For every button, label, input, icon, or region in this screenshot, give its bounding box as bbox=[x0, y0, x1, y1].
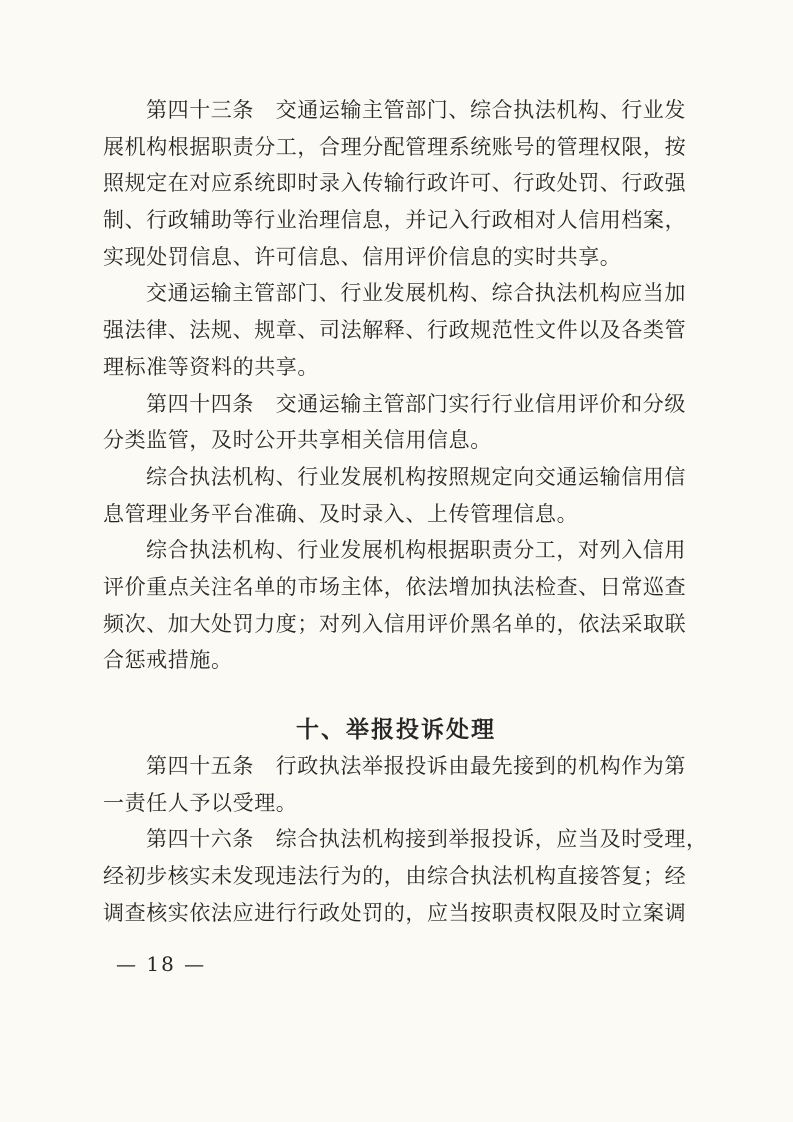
paragraph bbox=[103, 748, 693, 821]
text-line: 息管理业务平台准确、及时录入、上传管理信息。 bbox=[103, 501, 579, 526]
document-body bbox=[103, 92, 708, 931]
text-line: 合惩戒措施。 bbox=[103, 648, 233, 673]
paragraph bbox=[103, 275, 693, 385]
text-line: 第四十六条 综合执法机构接到举报投诉，应当及时受理， bbox=[146, 827, 708, 852]
text-line: 照规定在对应系统即时录入传输行政许可、行政处罚、行政强 bbox=[103, 171, 687, 196]
text-line: 展机构根据职责分工，合理分配管理系统账号的管理权限，按 bbox=[103, 134, 687, 159]
text-line: 交通运输主管部门、行业发展机构、综合执法机构应当加 bbox=[146, 281, 686, 306]
paragraph bbox=[103, 532, 693, 679]
paragraph bbox=[103, 386, 693, 459]
section-complaint-handling bbox=[103, 748, 708, 931]
paragraph bbox=[103, 459, 693, 532]
text-line: 理标准等资料的共享。 bbox=[103, 354, 319, 379]
section-heading: 十、举报投诉处理 bbox=[296, 717, 496, 743]
text-line: 频次、加大处罚力度；对列入信用评价黑名单的，依法采取联 bbox=[103, 611, 687, 636]
text-line: 强法律、法规、规章、司法解释、行政规范性文件以及各类管 bbox=[103, 318, 687, 343]
text-line: 制、行政辅助等行业治理信息，并记入行政相对人信用档案， bbox=[103, 208, 687, 233]
text-line: 经初步核实未发现违法行为的，由综合执法机构直接答复；经 bbox=[103, 864, 687, 889]
paragraph bbox=[103, 821, 708, 931]
text-line: 第四十五条 行政执法举报投诉由最先接到的机构作为第 bbox=[146, 754, 686, 778]
text-line: 一责任人予以受理。 bbox=[103, 790, 298, 815]
text-line: 评价重点关注名单的市场主体，依法增加执法检查、日常巡查 bbox=[103, 574, 687, 599]
text-line: 调查核实依法应进行行政处罚的，应当按职责权限及时立案调 bbox=[103, 900, 687, 925]
text-line: 综合执法机构、行业发展机构按照规定向交通运输信用信 bbox=[146, 464, 686, 489]
text-line: 综合执法机构、行业发展机构根据职责分工，对列入信用 bbox=[146, 538, 686, 563]
section-articles-43-44 bbox=[103, 92, 693, 679]
text-line: 实现处罚信息、许可信息、信用评价信息的实时共享。 bbox=[103, 244, 622, 269]
text-line: 分类监管，及时公开共享相关信用信息。 bbox=[103, 428, 492, 453]
text-line: 第四十三条 交通运输主管部门、综合执法机构、行业发 bbox=[146, 98, 686, 122]
page-number: — 18 — bbox=[116, 952, 207, 976]
paragraph bbox=[103, 92, 693, 275]
text-line: 第四十四条 交通运输主管部门实行行业信用评价和分级 bbox=[146, 391, 686, 416]
